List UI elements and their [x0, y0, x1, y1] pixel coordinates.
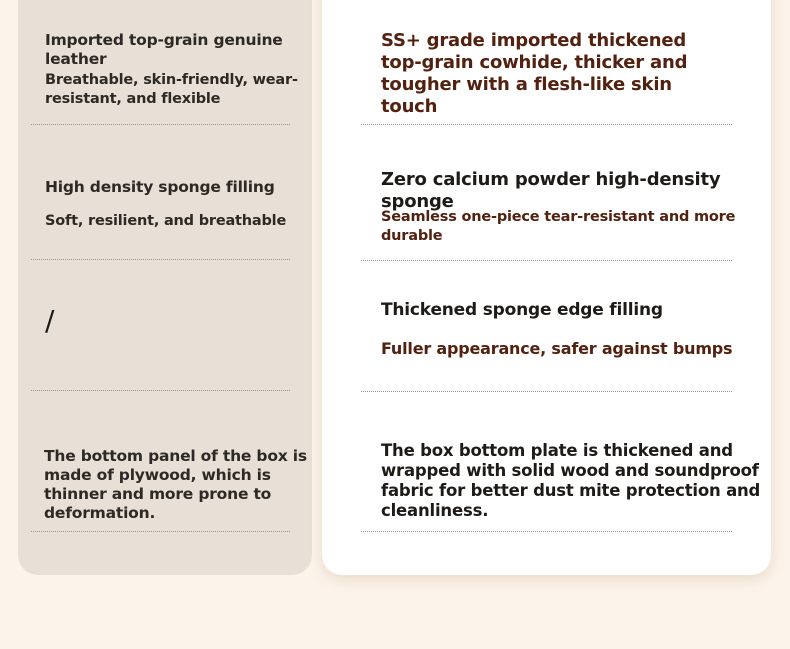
right-row-3-title: Thickened sponge edge filling — [381, 300, 663, 320]
left-row-1-divider — [31, 124, 290, 125]
left-row-1-title: Imported top-grain genuine leather — [45, 31, 283, 68]
left-row-3-title: / — [45, 304, 55, 337]
left-row-2-title: High density sponge filling — [45, 178, 275, 196]
right-row-1-divider — [361, 124, 732, 125]
left-row-1-subtitle: Breathable, skin-friendly, wear-resistant, and flexible — [45, 72, 298, 107]
right-row-3-divider — [361, 391, 732, 392]
right-row-4-divider — [361, 531, 732, 532]
left-row-2-divider — [31, 259, 290, 260]
left-row-2-subtitle: Soft, resilient, and breathable — [45, 213, 287, 229]
left-row-3-divider — [31, 390, 290, 391]
left-row-4-divider — [31, 531, 290, 532]
right-row-2-divider — [361, 260, 732, 261]
right-row-1-title: SS+ grade imported thickened top-grain cowhide, thicker and tougher with a flesh-like skin touch — [381, 30, 688, 117]
left-row-4-title: The bottom panel of the box is made of plywood, which is thinner and more prone to deformation. — [44, 447, 307, 522]
right-row-2-subtitle: Seamless one-piece tear-resistant and more durable — [381, 209, 736, 244]
right-row-3-subtitle: Fuller appearance, safer against bumps — [381, 339, 733, 358]
right-row-2-title: Zero calcium powder high-density sponge — [381, 169, 721, 212]
right-row-4-title: The box bottom plate is thickened and wrapped with solid wood and soundproof fabric for better dust mite protection and cleanliness. — [381, 441, 761, 520]
